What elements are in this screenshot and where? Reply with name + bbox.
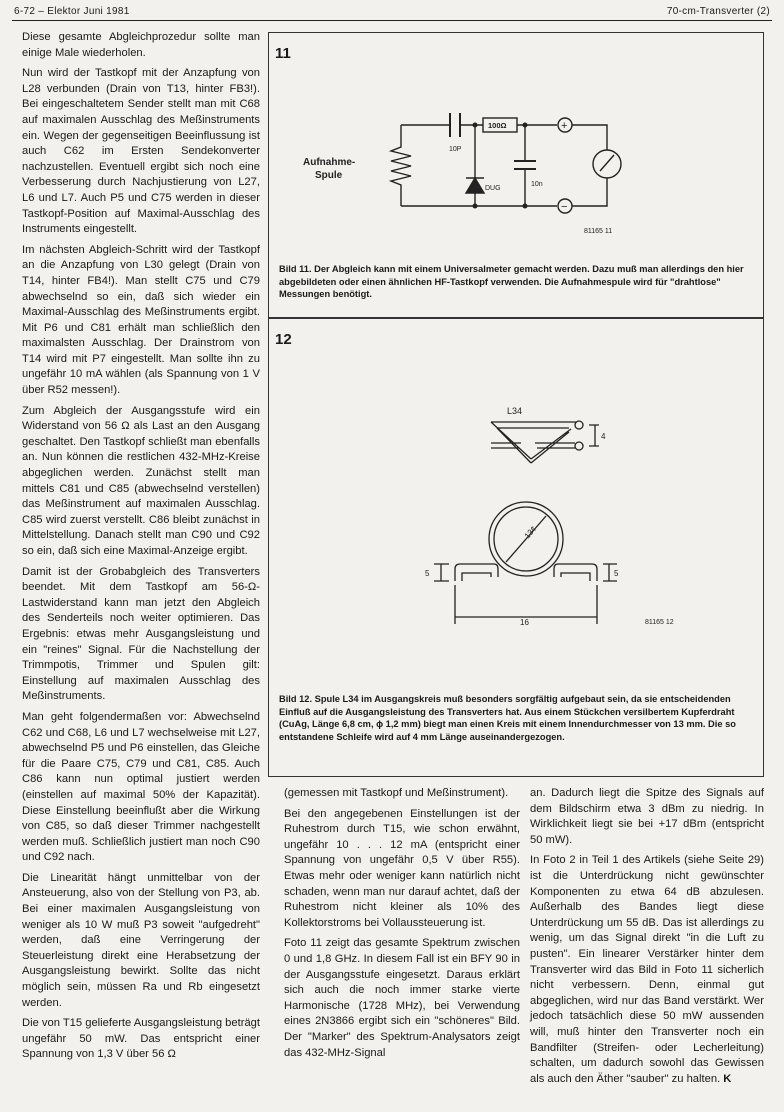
header-rule [12, 20, 772, 21]
right-column [530, 786, 764, 1092]
label-l34: L34 [507, 406, 523, 416]
dimension-4: 4 [601, 432, 606, 441]
paragraph: (gemessen mit Tastkopf und Meßinstrument). [284, 787, 509, 799]
diode-dug [466, 178, 484, 193]
paragraph: Die Linearität hängt unmittelbar von der Ansteuerung, also von der Stellung von P3, ab. Bei einer maximalen Ausgangsleistung von weniger als 10 W muß P3 soweit "aufgedreht" werden, daß eine Verringerung der Steuerleistung direkt eine Herabsetzung der Ausgangsleistung bewirkt. Sollte das nicht möglich sein, müssen Ra und Rb eingesetzt werden. [22, 871, 260, 1009]
dimension-5-left: 5 [425, 569, 430, 578]
paragraph: an. Dadurch liegt die Spitze des Signals auf dem Bildschirm etwa 3 dBm zu niedrig. In Wirklichkeit liegt sie bei +17 dBm (entspricht 50 mW). [530, 787, 764, 846]
paragraph: Zum Abgleich der Ausgangsstufe wird ein Widerstand von 56 Ω als Last an den Ausgang geschaltet. Den Tastkopf schließt man ebenfalls an. Nun können die restlichen 432-MHz-Kreise abgeglichen werden. Zunächst stellt man mittels C81 und C85 (abwechselnd verstellen) das Meßinstrument auf maximalen Ausschlag. C85 wird zuerst verstellt. C86 bleibt zunächst in Mittelstellung. Danach stellt man C90 und C92 so ein, daß sich eine Maximal-Anzeige ergibt. [22, 404, 260, 557]
label-minus: − [561, 201, 568, 213]
figure-11-caption: Bild 11. Der Abgleich kann mit einem Universalmeter gemacht werden. Dazu muß man allerdings den hier abgebildeten oder einen ähnlichen HF-Tastkopf verwenden. Die Aufnahmespule wird für "drahtlose" Messungen benötigt. [279, 264, 744, 300]
paragraph: Man geht folgendermaßen vor: Abwechselnd C62 und C68, L6 und L7 wechselweise mit L27, abwechselnd P5 und P6 einstellen, das Gleiche für die Paare C75, C79 und C81, C85. Auch C86 kann nun optimal justiert werden (einstellen auf maximal 50% der Kapazität). Diese Einstellung beeinflußt aber die Wirkung von C85, so daß dieser Trimmer nachgestellt werden muß. Schließlich justiert man noch C90 und C92 nach. [22, 710, 260, 864]
left-column [22, 30, 260, 1068]
paragraph: Die von T15 gelieferte Ausgangsleistung beträgt ungefähr 50 mW. Das entspricht einer Spannung von 1,3 V über 56 Ω [22, 1017, 260, 1061]
dimension-5-right: 5 [614, 569, 619, 578]
figure-12-drawing [269, 319, 763, 639]
end-mark: K [723, 1072, 732, 1085]
figure-12-frame [268, 318, 764, 777]
capacitor-10n [514, 161, 536, 169]
paragraph: Nun wird der Tastkopf mit der Anzapfung von L28 verbunden (Drain von T13, hinter FB3!). Bei eingeschaltetem Sender stellt man mit C68 auf maximalen Ausschlag des Meßinstruments ein. Wegen der gegenseitigen Beeinflussung ist auch C62 im Ersten Sendekonverter nachzustellen. Eventuell ergibt sich noch eine Verbesserung durch Nachjustierung von L27, L6 und L7. Auch P5 und C75 werden in dieser Tastkopf-Position auf Maximal-Ausschlag des Instruments eingestellt. [22, 67, 260, 236]
page-header-right: 70-cm-Transverter (2) [666, 6, 770, 17]
figure-12-caption: Bild 12. Spule L34 im Ausgangskreis muß besonders sorgfältig aufgebaut sein, da sie entscheidenden Einfluß auf die Ausgangsleistung des Transverters hat. Aus einem Stückchen versilbertem Kupferdraht (CuAg, Länge 6,8 cm, ϕ 1,2 mm) biegt man einen Kreis mit einem Innendurchmesser von 13 mm. Die so entstandene Schleife wird auf 4 mm Länge auseinandergezogen. [279, 694, 736, 742]
label-cap-10p: 10P [449, 146, 462, 153]
page-header-left: 6-72 – Elektor Juni 1981 [14, 6, 130, 17]
figure-11-number: 11 [275, 45, 291, 62]
pickup-coil [391, 125, 411, 206]
capacitor-10p [450, 113, 460, 137]
label-coil-2: Spule [315, 170, 343, 181]
label-diode: DUG [485, 185, 501, 192]
paragraph-text: In Foto 2 in Teil 1 des Artikels (siehe Seite 29) ist die Unterdrückung nicht gewünschter Komponenten zu etwa 64 dB abzulesen. Außerhalb des Bandes liegt diese Unterdrückung um 55 dB. Das ist allerdings zu wenig, um das Signal direkt "in die Luft zu pusten". Ein linearer Verstärker hinter dem Transverter wird das Bild in Foto 11 sicherlich nicht verbessern. Denn, einmal gut abgeglichen, wird nur das Band verstärkt. Wer jedoch tatsächlich diese 50 mW aussenden will, muß hinter den Transverter noch ein Bandfilter (Streifen- oder Lecherleitung) schalten, um dadurch sowohl das Gewissen als auch den Äther "sauber" zu halten. [530, 854, 764, 1085]
paragraph [530, 853, 764, 1087]
paragraph: Damit ist der Grobabgleich des Transverters beendet. Mit dem Tastkopf am 56-Ω-Lastwiderstand kann man jetzt den Abgleich des Senderteils noch weiter optimieren. Das Ergebnis: etwas mehr Ausgangsleistung und ein "reines" Signal. Für die Nachstellung der Trimmpotis, Trimmer und Spulen gilt: Einstellung auf maximalen Ausschlag des Meßinstruments. [22, 565, 260, 703]
label-resistor: 100Ω [488, 121, 507, 130]
figure-11-schematic [269, 33, 763, 233]
figure-11-code: 81165 11 [584, 228, 613, 233]
l34-legs [455, 564, 597, 581]
figure-11-frame [268, 32, 764, 318]
paragraph: Im nächsten Abgleich-Schritt wird der Tastkopf an die Anzapfung von L30 gelegt (Drain von T14, hinter FB4!). Man stellt C75 und C79 abwechselnd so ein, daß sich wieder ein Maximal-Ausschlag des Meßinstruments ergibt. Mit P6 und C81 erhält man schließlich den maximalsten Ausschlag. Der Drainstrom von T14 wird mit P7 eingestellt. Man sollte ihn zu ungefähr 10 mA wählen (als Spannung von 1 V über R52 messen!). [22, 243, 260, 397]
paragraph: Foto 11 zeigt das gesamte Spektrum zwischen 0 und 1,8 GHz. In diesem Fall ist ein BFY 90 in der Ausgangsstufe eingesetzt. Daraus erklärt sich auch die noch immer starke vierte Harmonische (1728 MHz), bei Verwendung eines 2N3866 ergibt sich ein "schöneres" Bild. Der "Marker" des Spektrum-Analysators zeigt das 432-MHz-Signal [284, 937, 520, 1059]
label-cap-10n: 10n [531, 181, 543, 188]
label-plus: + [561, 120, 568, 132]
label-coil-1: Aufnahme- [303, 157, 356, 168]
dimension-13: 13¢ [522, 524, 539, 541]
figure-12-number: 12 [275, 331, 292, 348]
figure-12-code: 81165 12 [645, 619, 674, 626]
l34-top-view [491, 422, 577, 463]
paragraph: Diese gesamte Abgleichprozedur sollte man einige Male wiederholen. [22, 31, 260, 59]
middle-column [284, 786, 520, 1066]
dimension-16: 16 [520, 618, 529, 627]
paragraph: Bei den angegebenen Einstellungen ist der Ruhestrom durch T15, wie schon erwähnt, ungefähr 10 . . . 12 mA (entspricht einer Spannung von ungefähr 0,5 V über R55). Etwas mehr oder weniger kann natürlich nicht schaden, wenn man nur darauf achtet, daß der Ruhestrom nicht kleiner als 10% des Kollektorstroms bei Vollaussteuerung ist. [284, 807, 520, 929]
